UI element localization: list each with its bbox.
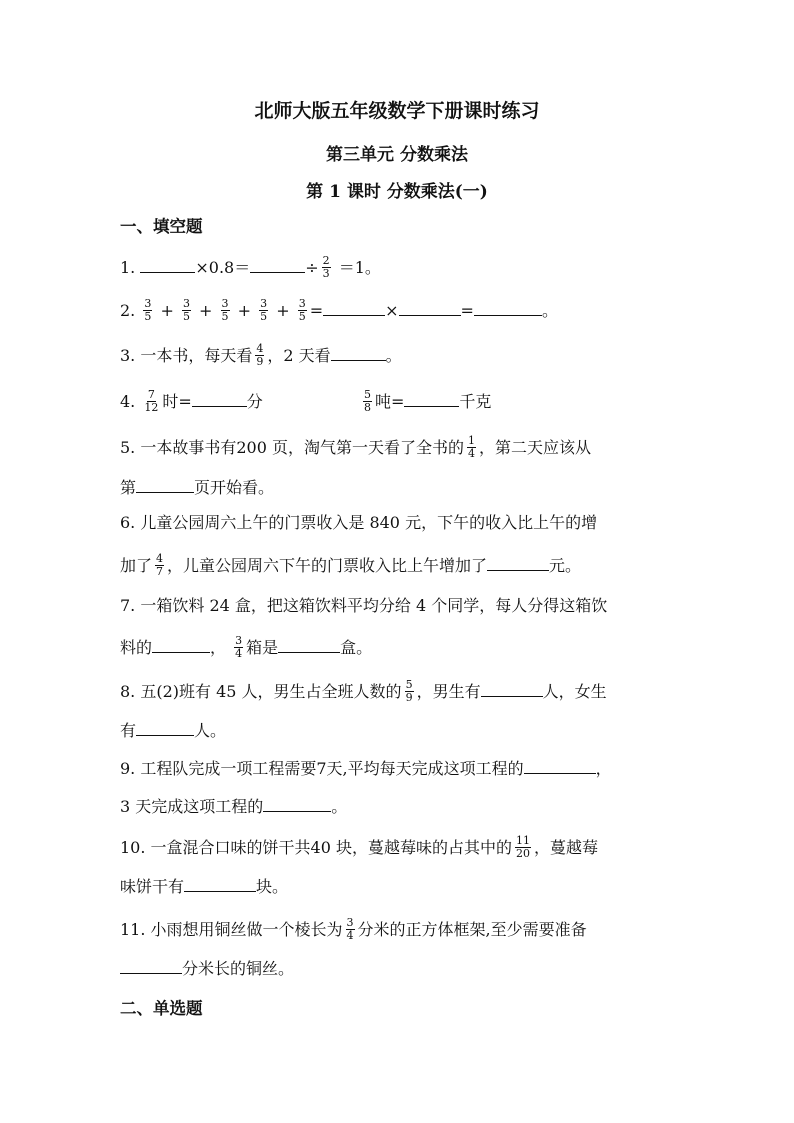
fraction <box>298 298 307 323</box>
q10-text: 10. 一盒混合口味的饼干共40 块，蔓越莓味的占其中的 <box>120 838 512 857</box>
q1-text-end: ＝1。 <box>333 258 381 277</box>
fraction <box>405 679 414 704</box>
answer-blank[interactable] <box>184 877 256 892</box>
q5-text-2: ，第二天应该从 <box>478 438 591 457</box>
q3-end: 。 <box>385 346 402 365</box>
q8-text: 8. 五(2)班有 45 人，男生占全班人数的 <box>120 682 402 701</box>
q4-unit: 分 <box>246 392 263 411</box>
numerator: 3 <box>346 916 354 929</box>
plus-sign: + <box>199 301 213 320</box>
q9-text-4: 。 <box>331 797 348 816</box>
fraction <box>234 635 243 660</box>
denominator: 5 <box>182 310 190 323</box>
q5-text-3: 第 <box>120 478 137 497</box>
unit-title: 第三单元 分数乘法 <box>326 145 468 165</box>
answer-blank[interactable] <box>331 346 386 361</box>
q8-text-3: 人，女生 <box>542 682 607 701</box>
q6-text: 6. 儿童公园周六上午的门票收入是 840 元，下午的收入比上午的增 <box>120 513 598 532</box>
question-5 <box>120 436 591 461</box>
fraction <box>322 255 331 280</box>
denominator: 9 <box>405 691 413 704</box>
answer-blank[interactable] <box>263 797 331 812</box>
denominator: 5 <box>260 310 268 323</box>
q7-text: 7. 一箱饮料 24 盒，把这箱饮料平均分给 4 个同学，每人分得这箱饮 <box>120 596 608 615</box>
answer-blank[interactable] <box>120 959 182 974</box>
question-8 <box>120 680 607 705</box>
q6-text-4: 元。 <box>549 556 582 575</box>
numerator: 5 <box>405 678 413 691</box>
numerator: 3 <box>182 297 190 310</box>
q9-text: 9. 工程队完成一项工程需要7天,平均每天完成这项工程的 <box>120 759 524 778</box>
q2-number: 2. <box>120 301 141 320</box>
fraction <box>143 298 152 323</box>
q4-number: 4. <box>120 392 136 411</box>
denominator: 4 <box>346 929 354 942</box>
answer-blank[interactable] <box>481 682 543 697</box>
denominator: 20 <box>515 847 530 860</box>
q4-text: 时= <box>162 392 192 411</box>
answer-blank[interactable] <box>323 301 385 316</box>
section-fill-heading: 一、填空题 <box>120 217 203 236</box>
question-11 <box>120 918 587 943</box>
q10-text-3: 味饼干有 <box>120 877 185 896</box>
q3-text: 3. 一本书，每天看 <box>120 346 253 365</box>
answer-blank[interactable] <box>399 301 461 316</box>
numerator: 3 <box>235 634 243 647</box>
question-2 <box>120 299 558 324</box>
question-4b <box>360 390 491 415</box>
denominator: 5 <box>298 310 306 323</box>
answer-blank[interactable] <box>278 638 340 653</box>
times-sign: × <box>385 301 399 320</box>
q11-text: 11. 小雨想用铜丝做一个棱长为 <box>120 920 343 939</box>
numerator: 4 <box>256 342 264 355</box>
numerator: 11 <box>515 834 530 847</box>
answer-blank[interactable] <box>404 392 459 407</box>
question-3 <box>120 344 402 369</box>
question-10-cont <box>120 877 288 897</box>
answer-blank[interactable] <box>487 556 549 571</box>
numerator: 3 <box>260 297 268 310</box>
equals-sign: = <box>309 301 324 320</box>
answer-blank[interactable] <box>192 392 247 407</box>
question-9 <box>120 759 612 779</box>
q9-text-2: ， <box>595 759 612 778</box>
fraction <box>255 343 264 368</box>
q10-text-2: ，蔓越莓 <box>533 838 598 857</box>
question-6-cont <box>120 554 581 579</box>
q1-divide: ÷ <box>305 258 319 277</box>
question-11-cont <box>120 959 294 979</box>
numerator: 3 <box>144 297 152 310</box>
q4-text-2: 吨= <box>375 392 405 411</box>
denominator: 12 <box>144 401 159 414</box>
fraction <box>346 917 355 942</box>
question-8-cont <box>120 721 226 741</box>
fraction <box>182 298 191 323</box>
answer-blank[interactable] <box>474 301 542 316</box>
answer-blank[interactable] <box>152 638 210 653</box>
denominator: 3 <box>322 267 330 280</box>
q8-text-2: ，男生有 <box>416 682 481 701</box>
equals-sign: = <box>460 301 474 320</box>
q11-text-3: 分米长的铜丝。 <box>182 959 295 978</box>
fraction <box>515 835 531 860</box>
question-6 <box>120 513 597 533</box>
plus-sign: + <box>276 301 290 320</box>
denominator: 5 <box>144 310 152 323</box>
lesson-title: 第 1 课时 分数乘法(一) <box>306 182 488 202</box>
denominator: 4 <box>467 447 475 460</box>
numerator: 1 <box>467 434 475 447</box>
question-1 <box>120 256 381 281</box>
section-choice-heading: 二、单选题 <box>120 999 203 1018</box>
q3-text-2: ，2 天看 <box>267 346 331 365</box>
q1-number: 1. <box>120 258 141 277</box>
numerator: 3 <box>298 297 306 310</box>
answer-blank[interactable] <box>140 258 195 273</box>
q5-text: 5. 一本故事书有200 页，淘气第一天看了全书的 <box>120 438 464 457</box>
q1-text: ×0.8＝ <box>195 258 251 277</box>
question-9-cont <box>120 797 347 817</box>
q7-text-3: ， <box>210 638 227 657</box>
q8-text-4: 有 <box>120 721 137 740</box>
q6-text-3: ，儿童公园周六下午的门票收入比上午增加了 <box>167 556 488 575</box>
q8-text-5: 人。 <box>194 721 227 740</box>
answer-blank[interactable] <box>524 759 596 774</box>
q9-text-3: 3 天完成这项工程的 <box>120 797 264 816</box>
denominator: 8 <box>364 401 371 414</box>
fraction <box>155 553 164 578</box>
fraction <box>467 435 476 460</box>
numerator: 4 <box>156 552 164 565</box>
q7-text-5: 盒。 <box>340 638 373 657</box>
fraction <box>221 298 230 323</box>
plus-sign: + <box>160 301 174 320</box>
q4-unit-2: 千克 <box>459 392 492 411</box>
numerator: 2 <box>322 254 330 267</box>
numerator: 7 <box>147 388 155 401</box>
denominator: 5 <box>221 310 229 323</box>
fraction <box>363 389 372 414</box>
q7-text-2: 料的 <box>120 638 153 657</box>
q5-text-4: 页开始看。 <box>194 478 275 497</box>
q2-end: 。 <box>541 301 558 320</box>
fraction <box>143 389 159 414</box>
answer-blank[interactable] <box>136 478 194 493</box>
q6-text-2: 加了 <box>120 556 153 575</box>
question-7 <box>120 596 607 616</box>
question-7-cont <box>120 636 372 661</box>
question-10 <box>120 836 598 861</box>
question-5-cont <box>120 478 274 498</box>
answer-blank[interactable] <box>136 721 194 736</box>
q7-text-4: 箱是 <box>246 638 279 657</box>
denominator: 9 <box>256 355 264 368</box>
q11-text-2: 分米的正方体框架,至少需要准备 <box>357 920 587 939</box>
answer-blank[interactable] <box>250 258 305 273</box>
numerator: 3 <box>221 297 229 310</box>
worksheet-title: 北师大版五年级数学下册课时练习 <box>254 100 540 122</box>
q10-text-4: 块。 <box>256 877 289 896</box>
plus-sign: + <box>237 301 252 320</box>
question-4 <box>120 390 263 415</box>
numerator: 5 <box>364 388 371 401</box>
denominator: 7 <box>156 565 164 578</box>
fraction <box>259 298 268 323</box>
denominator: 4 <box>235 647 243 660</box>
